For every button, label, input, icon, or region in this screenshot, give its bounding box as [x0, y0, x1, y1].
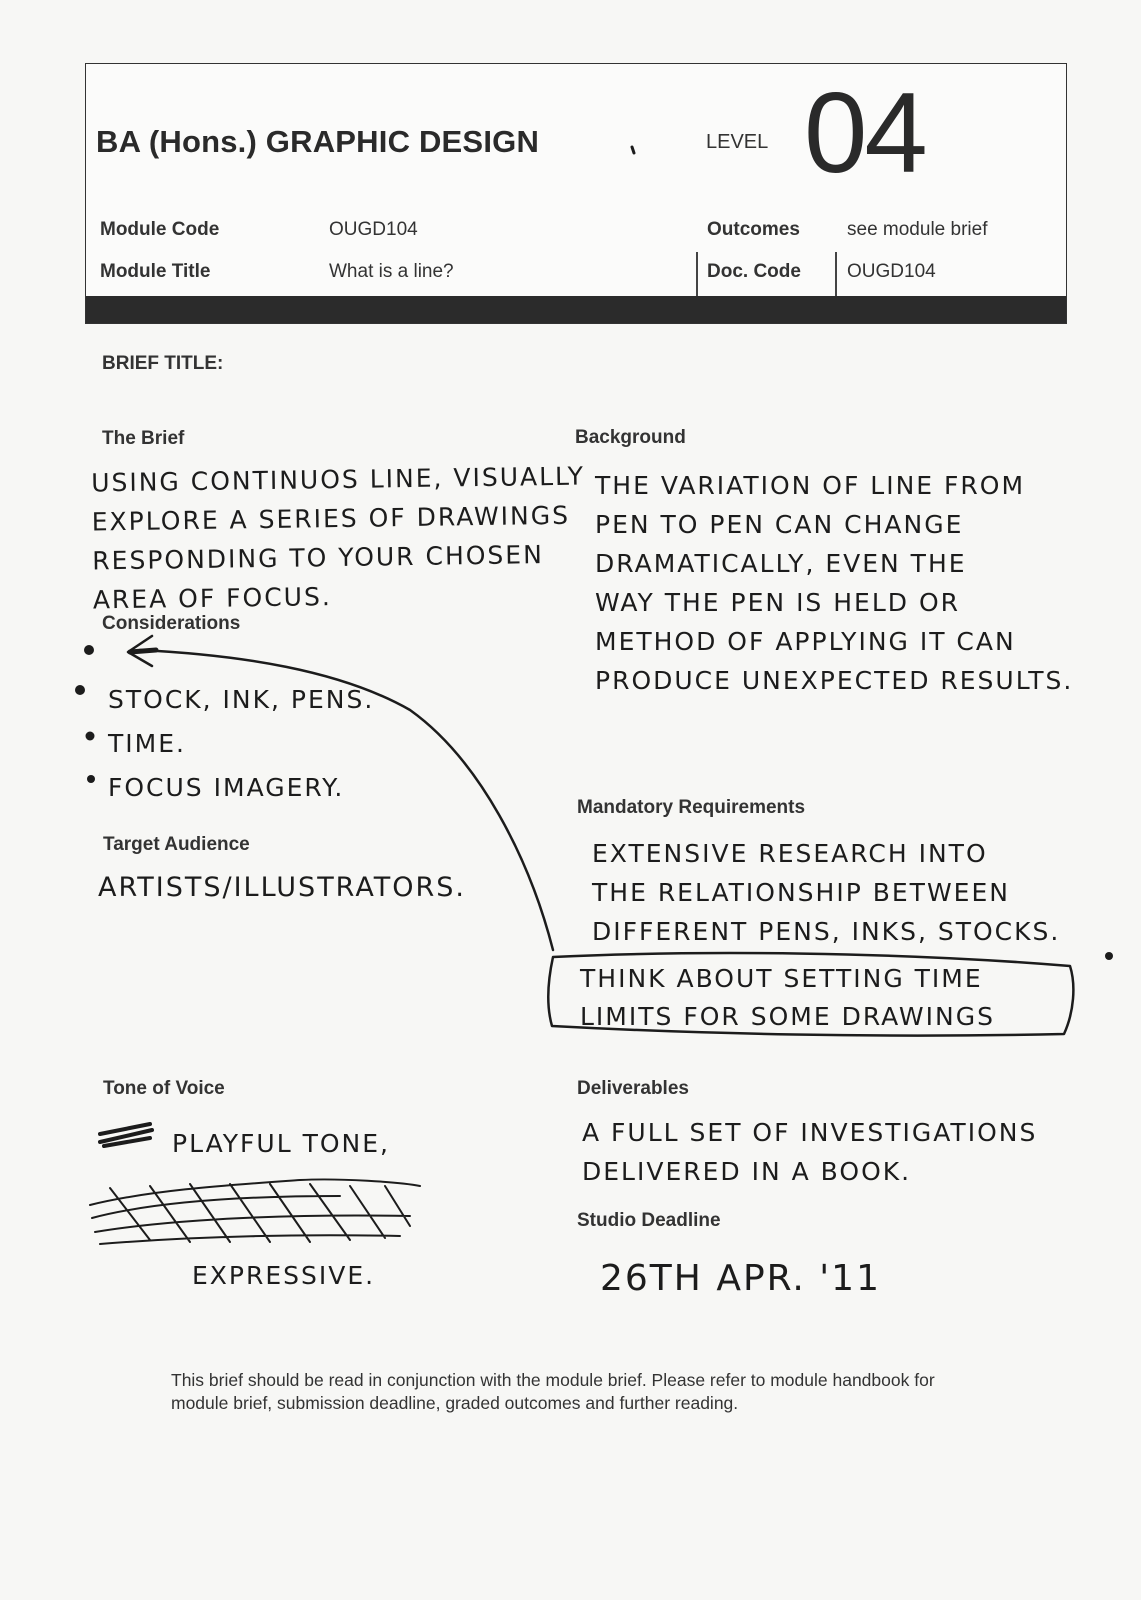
handwritten-line: THINK ABOUT SETTING TIME	[580, 964, 983, 993]
arrow-head	[130, 650, 156, 652]
handwritten-line: DRAMATICALLY, EVEN THE	[595, 549, 967, 578]
doc-code-value: OUGD104	[847, 261, 936, 282]
considerations-label: Considerations	[102, 613, 241, 634]
brief-title-label: BRIEF TITLE:	[102, 353, 224, 374]
module-title-value: What is a line?	[329, 261, 454, 282]
handwritten-line: LIMITS FOR SOME DRAWINGS	[580, 1002, 995, 1031]
handwritten-line: DIFFERENT PENS, INKS, STOCKS.	[592, 917, 1061, 946]
module-code-value: OUGD104	[329, 219, 418, 240]
handwritten-line: METHOD OF APPLYING IT CAN	[595, 627, 1016, 656]
pen-scratch	[632, 147, 634, 153]
handwritten-line: RESPONDING TO YOUR CHOSEN	[92, 540, 544, 576]
level-number: 04	[804, 70, 925, 197]
studio-deadline-handwriting: 26TH APR. '11	[600, 1258, 881, 1299]
target-audience-handwriting: ARTISTS/ILLUSTRATORS.	[98, 872, 466, 903]
handwritten-item: TIME.	[108, 729, 186, 758]
outcomes-value: see module brief	[847, 219, 988, 240]
module-code-label: Module Code	[100, 219, 220, 240]
target-audience-label: Target Audience	[103, 834, 250, 855]
deliverables-label: Deliverables	[577, 1078, 689, 1099]
footer-note: This brief should be read in conjunction with the module brief. Please refer to module handbook for module brief, submission deadline, graded outcomes and further reading.	[171, 1370, 935, 1413]
bullet-dot	[84, 645, 94, 655]
mandatory-requirements-label: Mandatory Requirements	[577, 797, 806, 818]
module-title-label: Module Title	[100, 261, 211, 282]
scribble-out	[100, 1124, 152, 1146]
scribble-out	[90, 1179, 420, 1244]
handwritten-line: A FULL SET OF INVESTIGATIONS	[582, 1118, 1038, 1147]
handwritten-line: EXTENSIVE RESEARCH INTO	[592, 839, 988, 868]
outcomes-label: Outcomes	[707, 219, 800, 240]
bullet-dot	[75, 685, 85, 695]
doc-code-label: Doc. Code	[707, 261, 801, 282]
handwritten-line: PEN TO PEN CAN CHANGE	[595, 510, 964, 539]
studio-deadline-label: Studio Deadline	[577, 1210, 721, 1231]
handwritten-line: AREA OF FOCUS.	[92, 582, 332, 615]
bullet-dot	[87, 775, 95, 783]
background-label: Background	[575, 427, 686, 448]
handwritten-line: USING CONTINUOS LINE, VISUALLY	[91, 461, 586, 498]
tone-line-1: PLAYFUL TONE,	[172, 1129, 390, 1158]
handwritten-item: STOCK, INK, PENS.	[108, 685, 375, 714]
course-title: BA (Hons.) GRAPHIC DESIGN	[96, 124, 540, 159]
curved-arrow	[140, 650, 553, 950]
note-box	[548, 953, 1073, 1035]
the-brief-label: The Brief	[102, 428, 185, 449]
handwritten-line: EXPLORE A SERIES OF DRAWINGS	[91, 500, 571, 537]
handwritten-line: PRODUCE UNEXPECTED RESULTS.	[595, 666, 1074, 695]
handwritten-line: DELIVERED IN A BOOK.	[582, 1157, 912, 1186]
level-label: LEVEL	[706, 131, 769, 153]
handwritten-line: THE VARIATION OF LINE FROM	[595, 471, 1026, 500]
handwritten-line: WAY THE PEN IS HELD OR	[595, 588, 961, 617]
tone-line-2: EXPRESSIVE.	[192, 1261, 376, 1290]
ink-dot	[1105, 952, 1113, 960]
bullet-dot	[86, 732, 95, 741]
handwritten-line: THE RELATIONSHIP BETWEEN	[592, 878, 1010, 907]
handwritten-item: FOCUS IMAGERY.	[108, 773, 345, 802]
tone-of-voice-label: Tone of Voice	[103, 1078, 225, 1099]
